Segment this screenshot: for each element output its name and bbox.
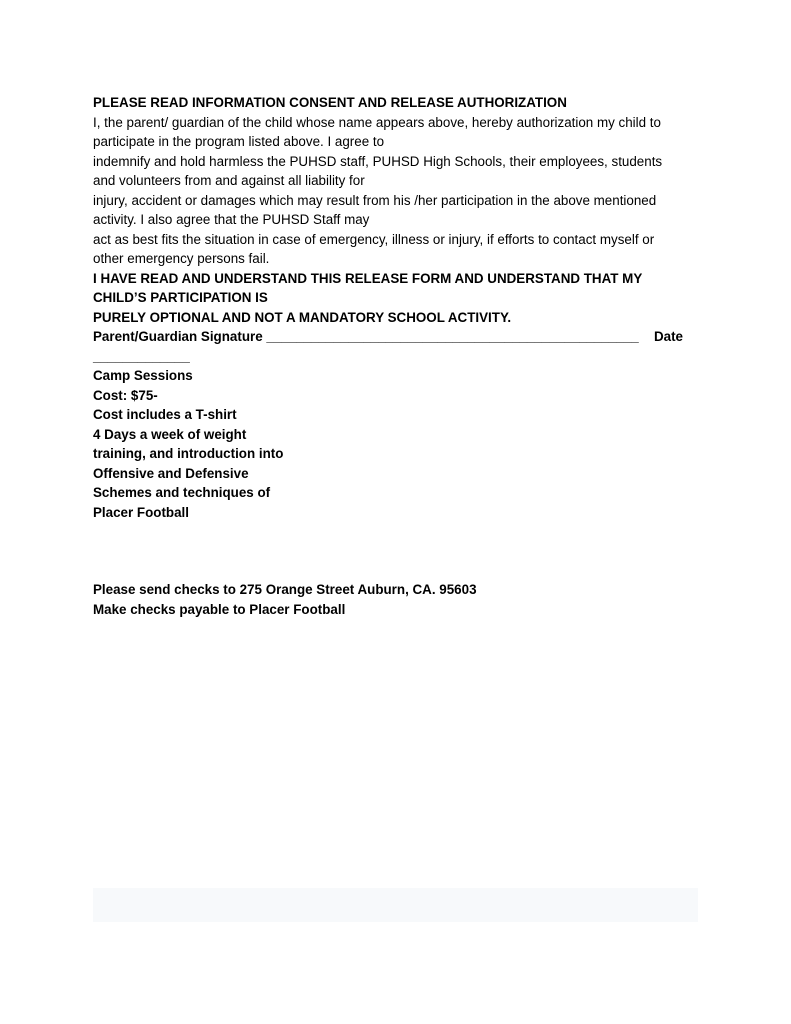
consent-body-line: and volunteers from and against all liability for xyxy=(93,173,365,188)
consent-body-line: indemnify and hold harmless the PUHSD staff, PUHSD High Schools, their employees, students xyxy=(93,153,663,169)
payment-info xyxy=(93,580,703,619)
camp-detail-line: Offensive and Defensive xyxy=(93,465,249,481)
consent-body-line: participate in the program listed above. I agree to xyxy=(93,134,385,149)
camp-detail-line: Cost includes a T-shirt xyxy=(93,407,237,422)
document-page xyxy=(93,93,703,619)
signature-field[interactable]: Parent/Guardian Signature __________________________________________________ xyxy=(93,329,639,344)
footer-panel xyxy=(93,888,698,922)
camp-detail-line: 4 Days a week of weight xyxy=(93,426,247,442)
camp-detail-line: Schemes and techniques of xyxy=(93,485,271,500)
camp-detail-line: training, and introduction into xyxy=(93,446,284,461)
acknowledgement xyxy=(93,269,703,328)
consent-body xyxy=(93,113,703,269)
payment-address: Please send checks to 275 Orange Street Auburn, CA. 95603 xyxy=(93,582,477,597)
acknowledgement-line: CHILD’S PARTICIPATION IS xyxy=(93,290,268,305)
consent-body-line: injury, accident or damages which may result from his /her participation in the above mentioned xyxy=(93,192,657,208)
consent-body-line: activity. I also agree that the PUHSD Staff may xyxy=(93,212,370,227)
consent-body-line: act as best fits the situation in case of emergency, illness or injury, if efforts to contact myself or xyxy=(93,231,655,247)
signature-row xyxy=(93,327,683,347)
date-field[interactable]: _____________ xyxy=(93,348,190,364)
camp-title: Camp Sessions xyxy=(93,368,193,383)
section-spacer xyxy=(93,522,703,580)
consent-body-line: I, the parent/ guardian of the child whose name appears above, hereby authorization my child to xyxy=(93,114,661,130)
acknowledgement-line: PURELY OPTIONAL AND NOT A MANDATORY SCHOOL ACTIVITY. xyxy=(93,309,512,325)
acknowledgement-line: I HAVE READ AND UNDERSTAND THIS RELEASE FORM AND UNDERSTAND THAT MY xyxy=(93,270,643,286)
camp-details xyxy=(93,366,703,522)
camp-detail-line: Cost: $75- xyxy=(93,387,158,403)
camp-detail-line: Placer Football xyxy=(93,504,189,520)
date-label: Date xyxy=(653,329,683,344)
consent-heading: PLEASE READ INFORMATION CONSENT AND RELEASE AUTHORIZATION xyxy=(93,95,567,110)
payment-payee: Make checks payable to Placer Football xyxy=(93,601,346,617)
consent-body-line: other emergency persons fail. xyxy=(93,251,270,266)
